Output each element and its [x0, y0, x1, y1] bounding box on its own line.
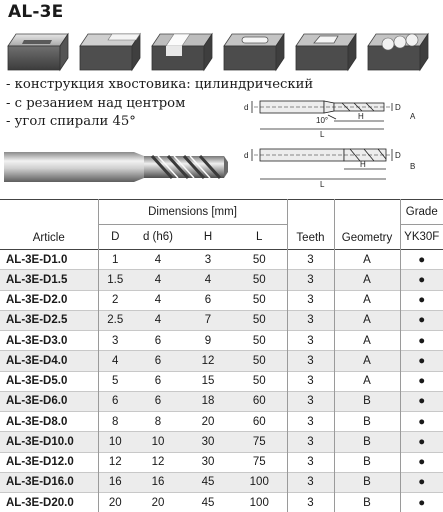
D-cell: 8	[98, 412, 132, 432]
d-cell: 4	[132, 290, 184, 310]
teeth-cell: 3	[287, 432, 334, 452]
H-cell: 30	[184, 452, 232, 472]
H-cell: 15	[184, 371, 232, 391]
d-cell: 6	[132, 351, 184, 371]
D-cell: 2.5	[98, 310, 132, 330]
grade-availability-cell: ●	[400, 371, 443, 391]
geometry-cell: B	[334, 493, 400, 512]
article-cell: AL-3E-D4.0	[0, 351, 98, 371]
header-grade: Grade	[400, 200, 443, 225]
dim-D-b: D	[395, 151, 401, 160]
geometry-cell: A	[334, 351, 400, 371]
header-D: D	[98, 225, 132, 250]
H-cell: 45	[184, 472, 232, 492]
contour-pocket-icon	[294, 30, 360, 74]
article-cell: AL-3E-D5.0	[0, 371, 98, 391]
geometry-cell: B	[334, 472, 400, 492]
H-cell: 3	[184, 250, 232, 270]
header-dimensions: Dimensions [mm]	[98, 200, 287, 225]
product-title: AL-3E	[8, 2, 64, 22]
L-cell: 100	[232, 472, 287, 492]
header-grade-name: YK30F	[400, 225, 443, 250]
geometry-cell: B	[334, 412, 400, 432]
teeth-cell: 3	[287, 391, 334, 411]
d-cell: 8	[132, 412, 184, 432]
grade-availability-cell: ●	[400, 310, 443, 330]
pocket-milling-icon	[222, 30, 288, 74]
operation-icons	[6, 30, 436, 74]
table-row	[0, 290, 443, 310]
dim-D-a: D	[395, 103, 401, 112]
teeth-cell: 3	[287, 290, 334, 310]
feature-shank: - конструкция хвостовика: цилиндрический	[6, 76, 313, 95]
grade-availability-cell: ●	[400, 290, 443, 310]
article-cell: AL-3E-D16.0	[0, 472, 98, 492]
teeth-cell: 3	[287, 472, 334, 492]
geometry-cell: A	[334, 290, 400, 310]
d-cell: 4	[132, 270, 184, 290]
slot-milling-icon	[6, 30, 72, 74]
dim-d-b: d	[244, 151, 248, 160]
table-row	[0, 270, 443, 290]
table-row	[0, 250, 443, 270]
geometry-cell: B	[334, 391, 400, 411]
header-article: Article	[0, 200, 98, 250]
grade-availability-cell: ●	[400, 493, 443, 512]
L-cell: 60	[232, 391, 287, 411]
D-cell: 20	[98, 493, 132, 512]
geometry-cell: B	[334, 432, 400, 452]
drawing-label-b: B	[410, 162, 415, 171]
D-cell: 1.5	[98, 270, 132, 290]
L-cell: 50	[232, 331, 287, 351]
L-cell: 75	[232, 452, 287, 472]
L-cell: 50	[232, 290, 287, 310]
L-cell: 50	[232, 310, 287, 330]
end-mill-photo	[2, 140, 230, 196]
H-cell: 9	[184, 331, 232, 351]
angle-label: 10°	[316, 116, 328, 125]
grade-availability-cell: ●	[400, 250, 443, 270]
grade-availability-cell: ●	[400, 351, 443, 371]
technical-drawings	[232, 97, 437, 193]
D-cell: 16	[98, 472, 132, 492]
teeth-cell: 3	[287, 351, 334, 371]
geometry-cell: A	[334, 331, 400, 351]
grade-availability-cell: ●	[400, 331, 443, 351]
teeth-cell: 3	[287, 493, 334, 512]
table-row	[0, 371, 443, 391]
dim-L-a: L	[320, 130, 325, 139]
H-cell: 18	[184, 391, 232, 411]
H-cell: 12	[184, 351, 232, 371]
grade-availability-cell: ●	[400, 270, 443, 290]
d-cell: 6	[132, 331, 184, 351]
L-cell: 75	[232, 432, 287, 452]
H-cell: 45	[184, 493, 232, 512]
table-row	[0, 310, 443, 330]
D-cell: 12	[98, 452, 132, 472]
d-cell: 6	[132, 391, 184, 411]
article-cell: AL-3E-D3.0	[0, 331, 98, 351]
teeth-cell: 3	[287, 371, 334, 391]
L-cell: 50	[232, 250, 287, 270]
table-row	[0, 412, 443, 432]
d-cell: 6	[132, 371, 184, 391]
D-cell: 10	[98, 432, 132, 452]
table-row	[0, 331, 443, 351]
grade-availability-cell: ●	[400, 432, 443, 452]
table-row	[0, 391, 443, 411]
drawing-label-a: A	[410, 112, 416, 121]
article-cell: AL-3E-D12.0	[0, 452, 98, 472]
H-cell: 7	[184, 310, 232, 330]
D-cell: 4	[98, 351, 132, 371]
article-cell: AL-3E-D6.0	[0, 391, 98, 411]
geometry-cell: A	[334, 270, 400, 290]
geometry-cell: A	[334, 250, 400, 270]
d-cell: 16	[132, 472, 184, 492]
teeth-cell: 3	[287, 270, 334, 290]
L-cell: 50	[232, 371, 287, 391]
geometry-cell: B	[334, 452, 400, 472]
feature-helix-angle: - угол спирали 45°	[6, 113, 313, 132]
D-cell: 5	[98, 371, 132, 391]
article-cell: AL-3E-D2.0	[0, 290, 98, 310]
D-cell: 3	[98, 331, 132, 351]
geometry-cell: A	[334, 310, 400, 330]
grade-availability-cell: ●	[400, 472, 443, 492]
header-H: H	[184, 225, 232, 250]
table-row	[0, 452, 443, 472]
H-cell: 4	[184, 270, 232, 290]
d-cell: 10	[132, 432, 184, 452]
L-cell: 60	[232, 412, 287, 432]
dim-d-a: d	[244, 103, 248, 112]
H-cell: 20	[184, 412, 232, 432]
header-geometry: Geometry	[334, 200, 400, 250]
header-teeth: Teeth	[287, 200, 334, 250]
plunge-milling-icon	[366, 30, 432, 74]
d-cell: 4	[132, 250, 184, 270]
table-row	[0, 472, 443, 492]
dim-H-b: H	[360, 160, 366, 169]
article-cell: AL-3E-D1.0	[0, 250, 98, 270]
H-cell: 6	[184, 290, 232, 310]
grade-availability-cell: ●	[400, 452, 443, 472]
teeth-cell: 3	[287, 331, 334, 351]
dim-H-a: H	[358, 112, 364, 121]
D-cell: 1	[98, 250, 132, 270]
teeth-cell: 3	[287, 250, 334, 270]
teeth-cell: 3	[287, 412, 334, 432]
L-cell: 100	[232, 493, 287, 512]
L-cell: 50	[232, 270, 287, 290]
table-row	[0, 493, 443, 512]
article-cell: AL-3E-D10.0	[0, 432, 98, 452]
article-cell: AL-3E-D20.0	[0, 493, 98, 512]
grade-availability-cell: ●	[400, 391, 443, 411]
shoulder-milling-icon	[78, 30, 144, 74]
article-cell: AL-3E-D8.0	[0, 412, 98, 432]
article-cell: AL-3E-D1.5	[0, 270, 98, 290]
groove-milling-icon	[150, 30, 216, 74]
H-cell: 30	[184, 432, 232, 452]
grade-availability-cell: ●	[400, 412, 443, 432]
d-cell: 20	[132, 493, 184, 512]
feature-center-cutting: - с резанием над центром	[6, 95, 313, 114]
teeth-cell: 3	[287, 310, 334, 330]
table-row	[0, 432, 443, 452]
D-cell: 6	[98, 391, 132, 411]
header-d: d (h6)	[132, 225, 184, 250]
table-row	[0, 351, 443, 371]
spec-table	[0, 199, 443, 512]
L-cell: 50	[232, 351, 287, 371]
d-cell: 4	[132, 310, 184, 330]
teeth-cell: 3	[287, 452, 334, 472]
geometry-cell: A	[334, 371, 400, 391]
d-cell: 12	[132, 452, 184, 472]
dim-L-b: L	[320, 180, 325, 189]
article-cell: AL-3E-D2.5	[0, 310, 98, 330]
D-cell: 2	[98, 290, 132, 310]
header-L: L	[232, 225, 287, 250]
